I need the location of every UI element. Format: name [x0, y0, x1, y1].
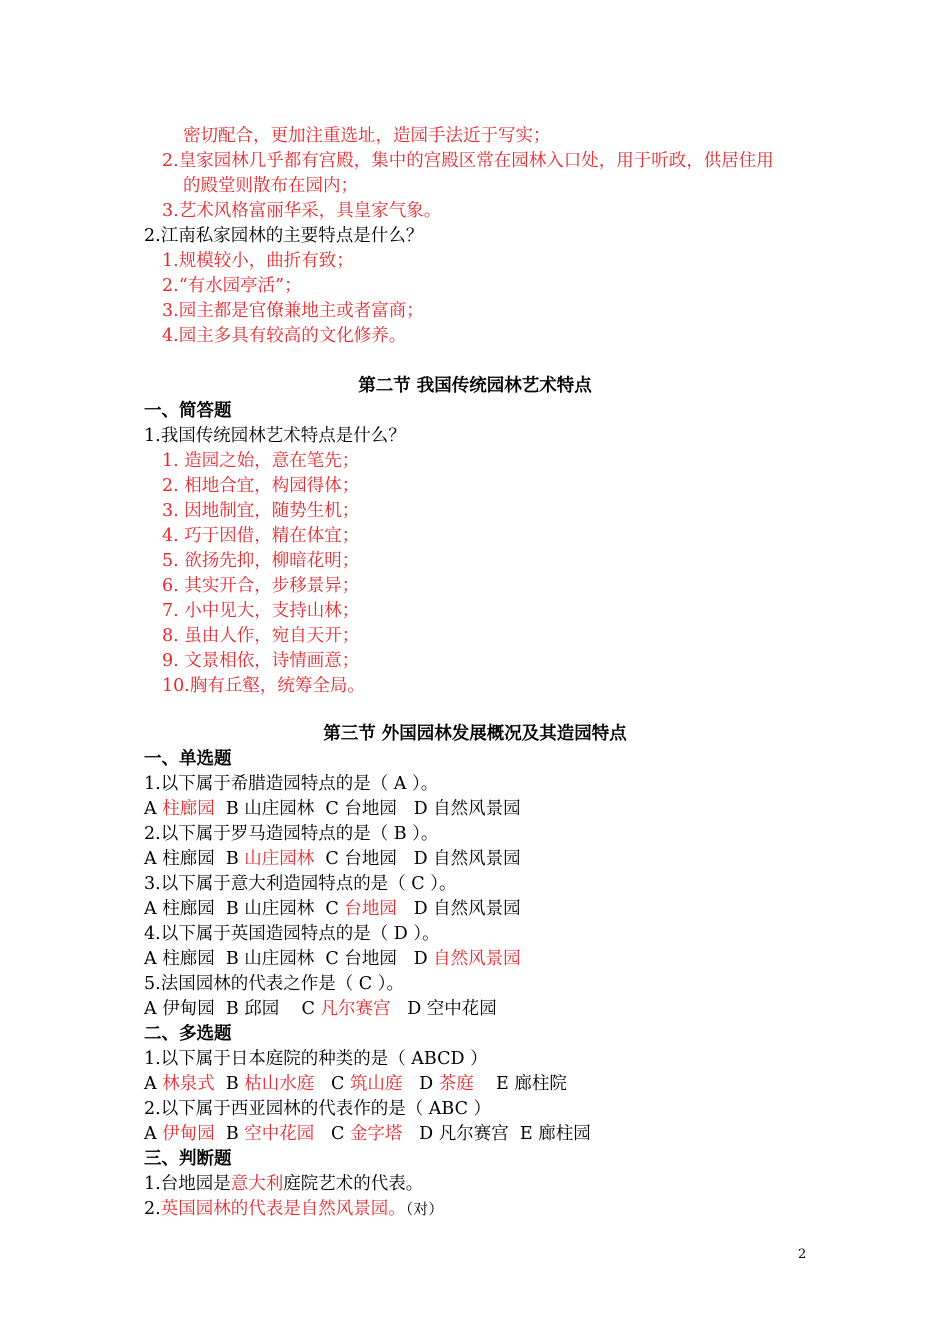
options-line: A 林泉式 B 枯山水庭 C 筑山庭 D 茶庭 E 廊柱院: [144, 1074, 567, 1094]
question: 2.以下属于罗马造园特点的是（ B ）。: [144, 824, 439, 844]
answer-line: 1. 造园之始，意在笔先；: [162, 451, 360, 471]
question: 4.以下属于英国造园特点的是（ D ）。: [144, 924, 440, 944]
options-line: A 柱廊园 B 山庄园林 C 台地园 D 自然风景园: [144, 899, 521, 919]
part-heading: 三、判断题: [144, 1149, 232, 1169]
answer-line: 3.艺术风格富丽华采，具皇家气象。: [162, 201, 442, 221]
answer-line: 10.胸有丘壑，统筹全局。: [162, 676, 365, 696]
answer-line: 2.皇家园林几乎都有宫殿，集中的宫殿区常在园林入口处，用于听政，供居住用: [162, 151, 774, 171]
question: 2.以下属于西亚园林的代表作的是（ ABC ）: [144, 1099, 492, 1119]
options-line: A 伊甸园 B 邱园 C 凡尔赛宫 D 空中花园: [144, 999, 497, 1019]
answer-line: 4.园主多具有较高的文化修养。: [162, 326, 407, 346]
answer-line: 1.规模较小，曲折有致；: [162, 251, 354, 271]
answer-line: 9. 文景相依，诗情画意；: [162, 651, 360, 671]
question: 5.法国园林的代表之作是（ C ）。: [144, 974, 404, 994]
section-title: 第二节 我国传统园林艺术特点: [358, 376, 592, 396]
part-heading: 二、多选题: [144, 1024, 232, 1044]
question: 1.以下属于日本庭院的种类的是（ ABCD ）: [144, 1049, 488, 1069]
options-line: A 柱廊园 B 山庄园林 C 台地园 D 自然风景园: [144, 849, 521, 869]
part-heading: 一、单选题: [144, 749, 232, 769]
options-line: A 柱廊园 B 山庄园林 C 台地园 D 自然风景园: [144, 799, 521, 819]
answer-line: 4. 巧于因借，精在体宜；: [162, 526, 360, 546]
answer-line: 7. 小中见大，支持山林；: [162, 601, 360, 621]
part-heading: 一、简答题: [144, 401, 232, 421]
answer-line: 的殿堂则散布在园内；: [183, 176, 358, 196]
answer-line: 2.“有水园亭活”；: [162, 276, 302, 296]
answer-line: 8. 虽由人作，宛自天开；: [162, 626, 360, 646]
answer-line: 密切配合，更加注重选址，造园手法近于写实；: [183, 126, 551, 146]
question: 2.江南私家园林的主要特点是什么？: [144, 226, 424, 246]
answer-line: 5. 欲扬先抑，柳暗花明；: [162, 551, 360, 571]
answer-line: 6. 其实开合，步移景异；: [162, 576, 360, 596]
answer-line: 2. 相地合宜，构园得体；: [162, 476, 360, 496]
options-line: A 柱廊园 B 山庄园林 C 台地园 D 自然风景园: [144, 949, 521, 969]
question: 1.以下属于希腊造园特点的是（ A ）。: [144, 774, 439, 794]
answer-line: 3.园主都是官僚兼地主或者富商；: [162, 301, 424, 321]
question: 3.以下属于意大利造园特点的是（ C ）。: [144, 874, 457, 894]
answer-line: 3. 因地制宜，随势生机；: [162, 501, 360, 521]
judge-question: 1.台地园是意大利庭院艺术的代表。: [144, 1174, 424, 1194]
page-number: 2: [798, 1247, 807, 1262]
judge-question: 2.英国园林的代表是自然风景园。（对）: [144, 1199, 444, 1219]
options-line: A 伊甸园 B 空中花园 C 金字塔 D 凡尔赛宫 E 廊柱园: [144, 1124, 591, 1144]
question: 1.我国传统园林艺术特点是什么？: [144, 426, 406, 446]
section-title: 第三节 外国园林发展概况及其造园特点: [323, 724, 627, 744]
